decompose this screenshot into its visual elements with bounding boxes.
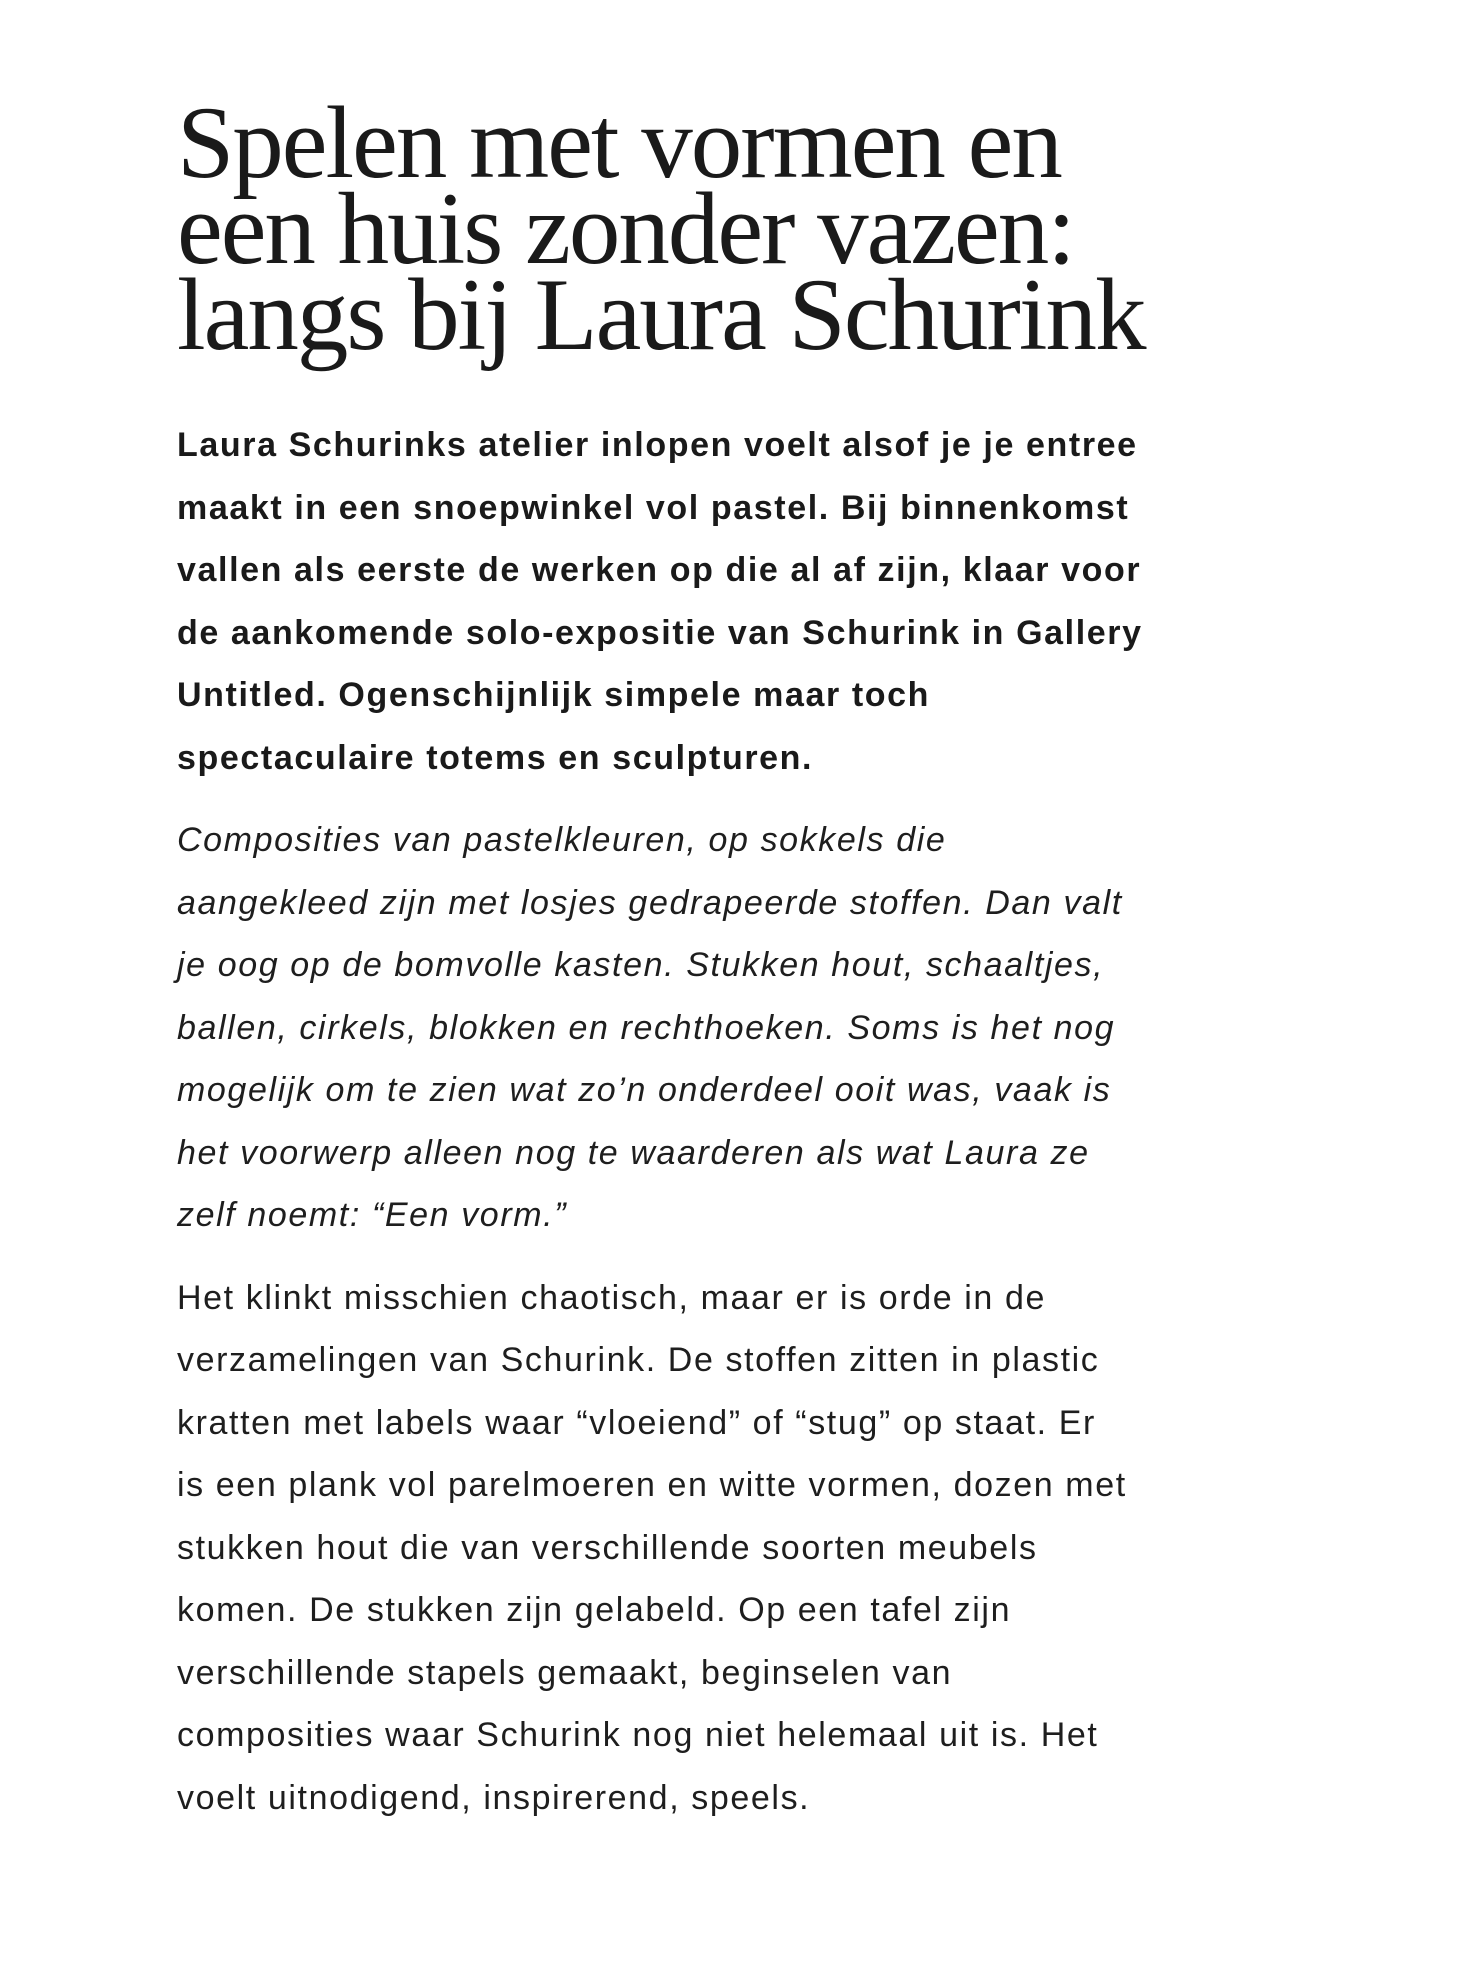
body-paragraph [177, 1267, 1327, 1830]
intro-line: Laura Schurinks atelier inlopen voelt alsof je je entree [177, 426, 1138, 464]
intro-line: maakt in een snoepwinkel vol pastel. Bij binnenkomst [177, 488, 1130, 527]
italic-line: je oog op de bomvolle kasten. Stukken hout, schaaltjes, [177, 946, 1105, 984]
body-line: composities waar Schurink nog niet helemaal uit is. Het [177, 1716, 1099, 1754]
italic-line: ballen, cirkels, blokken en rechthoeken. Soms is het nog [177, 1008, 1116, 1047]
intro-line: de aankomende solo-expositie van Schurink in Gallery [177, 613, 1143, 652]
body-line: verzamelingen van Schurink. De stoffen zitten in plastic [177, 1341, 1100, 1379]
body-line: is een plank vol parelmoeren en witte vormen, dozen met [177, 1466, 1127, 1504]
article-title [177, 86, 1327, 372]
italic-line: aangekleed zijn met losjes gedrapeerde stoffen. Dan valt [177, 883, 1123, 922]
body-line: komen. De stukken zijn gelabeld. Op een tafel zijn [177, 1591, 1012, 1629]
article [177, 86, 1327, 1829]
italic-paragraph [177, 809, 1327, 1247]
italic-line: mogelijk om te zien wat zo’n onderdeel ooit was, vaak is [177, 1071, 1112, 1109]
body-line: kratten met labels waar “vloeiend” of “stug” op staat. Er [177, 1403, 1096, 1442]
intro-line: spectaculaire totems en sculpturen. [177, 738, 814, 777]
body-line: voelt uitnodigend, inspirerend, speels. [177, 1778, 811, 1817]
title-line: Spelen met vormen en [177, 86, 1061, 200]
intro-line: vallen als eerste de werken op die al af zijn, klaar voor [177, 551, 1142, 589]
italic-line: Composities van pastelkleuren, op sokkels die [177, 821, 947, 859]
title-line: een huis zonder vazen: [177, 172, 1074, 286]
body-line: stukken hout die van verschillende soorten meubels [177, 1528, 1038, 1567]
intro-line: Untitled. Ogenschijnlijk simpele maar toch [177, 676, 931, 714]
body-line: verschillende stapels gemaakt, beginselen van [177, 1653, 953, 1692]
italic-line: zelf noemt: “Een vorm.” [177, 1196, 568, 1234]
intro-paragraph [177, 414, 1327, 789]
body-line: Het klinkt misschien chaotisch, maar er is orde in de [177, 1278, 1047, 1317]
italic-line: het voorwerp alleen nog te waarderen als wat Laura ze [177, 1133, 1090, 1172]
title-line: langs bij Laura Schurink [177, 258, 1145, 372]
